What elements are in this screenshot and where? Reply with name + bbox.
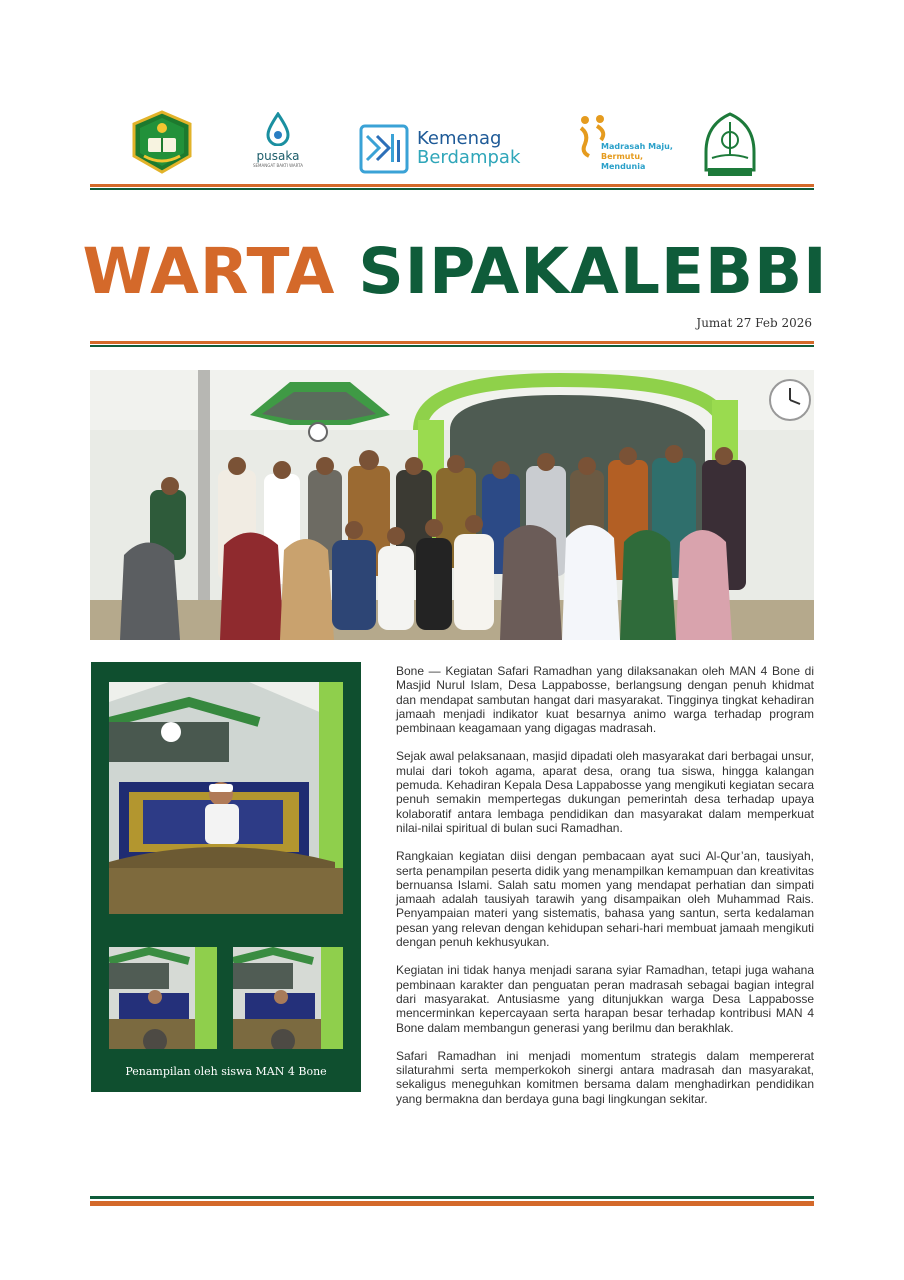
article-paragraph-5: Safari Ramadhan ini menjadi momentum strategis dalam mempererat silaturahmi serta memperkokoh sinergi antara madrasah dan masyarakat, sekaligus meneguhkan komitmen bersama dalam menghadirkan pendidikan yang bermakna dan berdaya guna bagi lingkungan sekitar. (396, 1048, 814, 1106)
madrasah-maju-logo (575, 114, 675, 174)
masthead-word-warta: WARTA (82, 235, 336, 308)
madrasah-line-1: Madrasah Maju, (601, 142, 673, 151)
article-paragraph-2: Sejak awal pelaksanaan, masjid dipadati oleh masyarakat dari berbagai unsur, mulai dari tokoh agama, aparat desa, orang tua siswa, hingga kalangan pemuda. Kehadiran Kepala Desa Lappabosse yang mengikuti kegiatan secara penuh semakin mempertegas dukungan pemerintah desa terhadap upaya kolaboratif antara lembaga pendidikan dan masyarakat dalam memperkuat nilai-nilai spiritual di bulan suci Ramadhan. (396, 749, 814, 835)
footer-rule-orange (90, 1201, 814, 1206)
kemenag-word: Kemenag (417, 128, 502, 149)
pusaka-logo (250, 112, 306, 174)
pusaka-name: pusaka (256, 149, 300, 163)
article-body (396, 664, 814, 1120)
article-paragraph-3: Rangkaian kegiatan diisi dengan pembacaan ayat suci Al-Qur’an, tausiyah, serta penampilan peserta didik yang menampilkan kemampuan dan kreativitas bernuansa Islami. Salah satu momen yang mendapat perhatian dan simpati jamaah adalah tausiyah tarawih yang disampaikan oleh Muhammad Rais. Penyampaian materi yang sistematis, bahasa yang santun, serta kedalaman pesan yang relevan dengan kehidupan sehari-hari membuat jamaah mengikuti dengan penuh kekhusyukan. (396, 849, 814, 950)
pusaka-tagline: SEMANGAT BAKTI WARTA (252, 163, 303, 168)
student-photo-1 (109, 947, 217, 1049)
article-paragraph-4: Kegiatan ini tidak hanya menjadi sarana syiar Ramadhan, tetapi juga wahana pembinaan karakter dan penguatan peran madrasah sebagai bagian integral dari masyarakat. Antusiasme yang ditunjukkan warga Desa Lappabosse mencerminkan kepercayaan serta harapan besar terhadap kontribusi MAN 4 Bone dalam membangun generasi yang berilmu dan berakhlak. (396, 963, 814, 1035)
issue-date: Jumat 27 Feb 2026 (696, 316, 812, 330)
berdampak-mark-icon (359, 124, 409, 174)
article-paragraph-1: Bone — Kegiatan Safari Ramadhan yang dilaksanakan oleh MAN 4 Bone di Masjid Nurul Islam, Desa Lappabosse, berlangsung dengan penuh khidmat dan mendapat sambutan hangat dari masyarakat. Tingginya tingkat kehadiran jamaah menjadi indikator kuat besarnya animo warga terhadap program pembinaan keagamaan yang digagas madrasah. (396, 664, 814, 736)
madrasah-line-2: Bermutu, (601, 152, 644, 161)
date-rule-green (90, 345, 814, 347)
masthead-word-sipakalebbi: SIPAKALEBBI (358, 235, 828, 308)
header-rule-green (90, 188, 814, 190)
group-photo (90, 370, 814, 640)
berdampak-word: Berdampak (417, 147, 521, 168)
kemenag-emblem-logo (130, 110, 194, 174)
student-photo-2 (233, 947, 343, 1049)
photo-panel (91, 662, 361, 1092)
water-drop-icon (265, 112, 291, 146)
panel-caption: Penampilan oleh siswa MAN 4 Bone (125, 1065, 327, 1078)
man4-bone-emblem-logo (704, 112, 756, 178)
speaker-photo (109, 682, 343, 914)
masthead-title (70, 236, 840, 308)
date-rule-orange (90, 341, 814, 344)
footer-rule-green (90, 1196, 814, 1199)
madrasah-line-3: Mendunia (601, 162, 646, 171)
kemenag-berdampak-logo (359, 124, 539, 176)
header-rule-orange (90, 184, 814, 187)
